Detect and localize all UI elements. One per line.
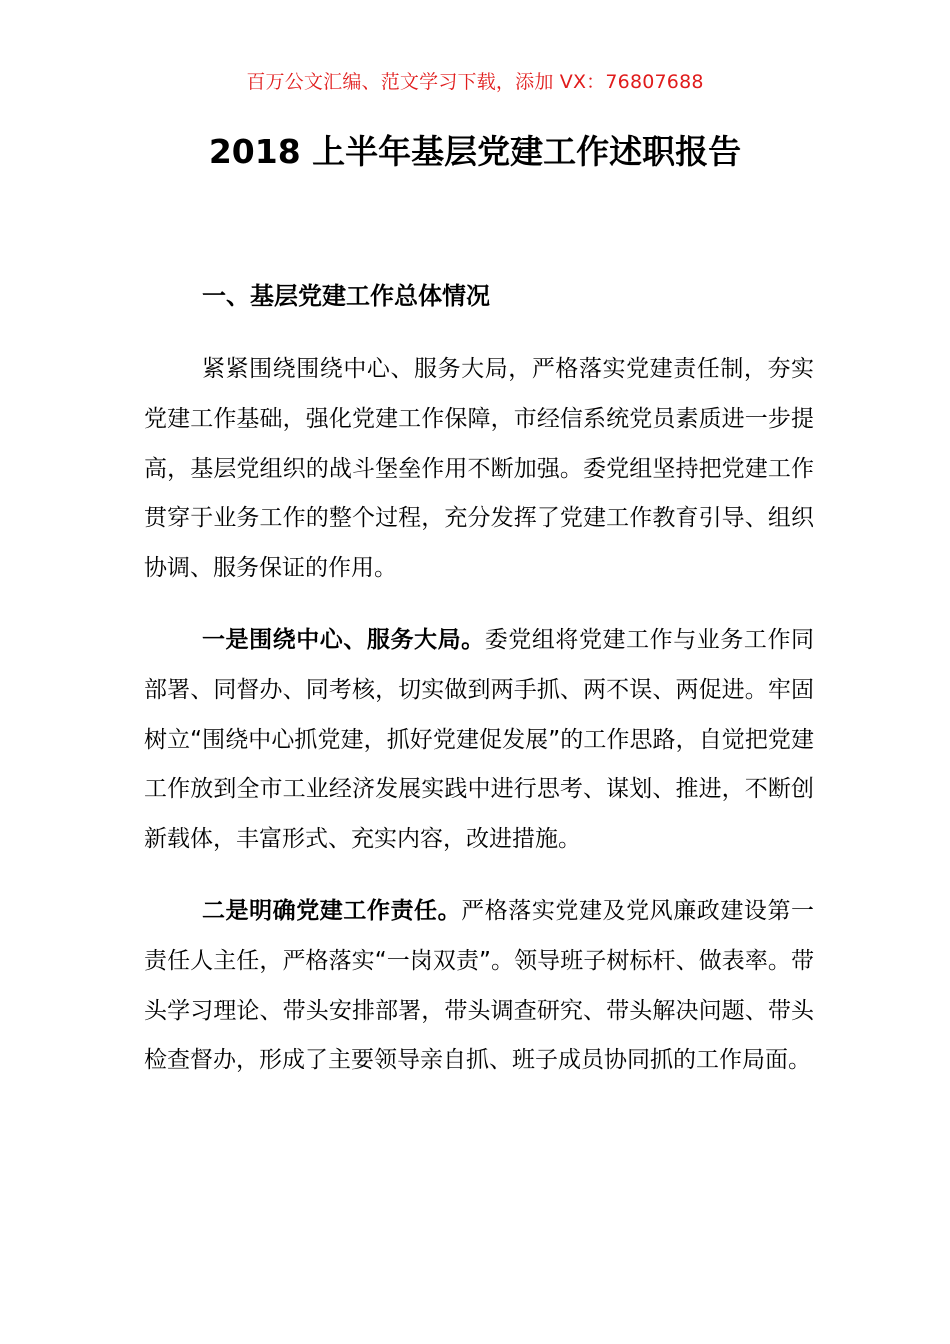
document-body: [144, 280, 814, 1108]
point-paragraph-1: [144, 616, 814, 865]
section-heading: 一、基层党建工作总体情况: [202, 282, 490, 310]
point-1-lead: 一是围绕中心、服务大局。: [202, 626, 485, 653]
point-2-text: 严格落实党建及党风廉政建设第一责任人主任，严格落实“一岗双责”。领导班子树标杆、做表率。带头学习理论、带头安排部署，带头调查研究、带头解决问题、带头检查督办，形成了主要领导亲自抓、班子成员协同抓的工作局面。: [144, 897, 815, 1074]
document-title: 2018 上半年基层党建工作述职报告: [208, 132, 742, 171]
point-1-text: 委党组将党建工作与业务工作同部署、同督办、同考核，切实做到两手抓、两不误、两促进。牢固树立“围绕中心抓党建，抓好党建促发展”的工作思路，自觉把党建工作放到全市工业经济发展实践中进行思考、谋划、推进，不断创新载体，丰富形式、充实内容，改进措施。: [144, 626, 815, 853]
intro-paragraph: 紧紧围绕围绕中心、服务大局，严格落实党建责任制，夯实党建工作基础，强化党建工作保障，市经信系统党员素质进一步提高，基层党组织的战斗堡垒作用不断加强。委党组坚持把党建工作贯穿于业务工作的整个过程，充分发挥了党建工作教育引导、组织协调、服务保证的作用。: [144, 356, 814, 582]
point-paragraph-2: [144, 887, 814, 1086]
point-2-lead: 二是明确党建工作责任。: [202, 897, 462, 924]
promo-header-note: 百万公文汇编、范文学习下载，添加 VX：76807688: [246, 71, 704, 93]
